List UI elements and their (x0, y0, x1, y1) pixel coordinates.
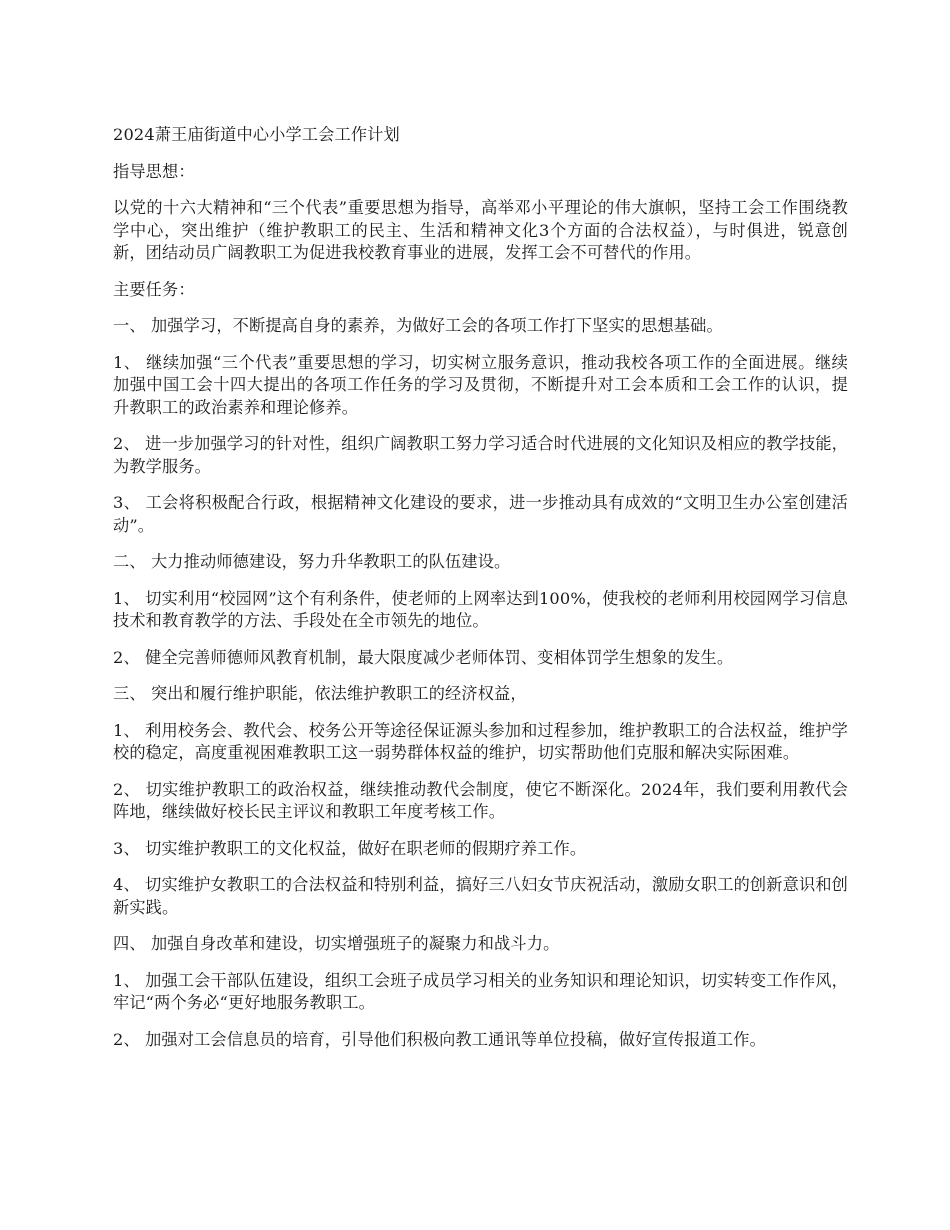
document-title: 2024萧王庙街道中心小学工会工作计划 (113, 125, 400, 144)
section-heading-2: 二、 大力推动师德建设，努力升华教职工的队伍建设。 (113, 552, 511, 571)
heading-guiding-ideology: 指导思想： (113, 161, 195, 181)
item-3-1: 1、 利用校务会、教代会、校务公开等途径保证源头参加和过程参加，维护教职工的合法权益，维护学校的稳定，高度重视困难教职工这一弱势群体权益的维护，切实帮助他们克服和解决实际困难。 (113, 720, 848, 762)
heading-main-tasks: 主要任务： (113, 279, 195, 299)
paragraph-guiding-ideology: 以党的十六大精神和“三个代表”重要思想为指导，高举邓小平理论的伟大旗帜，坚持工会工作围绕教学中心，突出维护（维护教职工的民主、生活和精神文化3个方面的合法权益），与时俱进，锐意创新，团结动员广阔教职工为促进我校教育事业的进展，发挥工会不可替代的作用。 (113, 198, 848, 262)
item-1-1: 1、 继续加强“三个代表”重要思想的学习，切实树立服务意识，推动我校各项工作的全面进展。继续加强中国工会十四大提出的各项工作任务的学习及贯彻，不断提升对工会本质和工会工作的认识，提升教职工的政治素养和理论修养。 (113, 352, 848, 417)
item-1-3: 3、 工会将积极配合行政，根据精神文化建设的要求，进一步推动具有成效的“文明卫生办公室创建活动”。 (113, 493, 848, 535)
item-3-3: 3、 切实维护教职工的文化权益，做好在职老师的假期疗养工作。 (113, 838, 587, 858)
item-4-2: 2、 加强对工会信息员的培育，引导他们积极向教工通讯等单位投稿，做好宣传报道工作。 (113, 1029, 766, 1049)
item-2-2: 2、 健全完善师德师风教育机制，最大限度减少老师体罚、变相体罚学生想象的发生。 (113, 647, 734, 667)
item-3-2: 2、 切实维护教职工的政治权益，继续推动教代会制度，使它不断深化。2024年，我们要利用教代会阵地，继续做好校长民主评议和教职工年度考核工作。 (113, 779, 848, 821)
section-heading-1: 一、 加强学习，不断提高自身的素养，为做好工会的各项工作打下坚实的思想基础。 (113, 316, 723, 335)
item-1-2: 2、 进一步加强学习的针对性，组织广阔教职工努力学习适合时代进展的文化知识及相应的教学技能，为教学服务。 (113, 434, 848, 476)
document-page (113, 124, 848, 1065)
section-heading-3: 三、 突出和履行维护职能，依法维护教职工的经济权益， (113, 684, 527, 703)
item-3-4: 4、 切实维护女教职工的合法权益和特别利益，搞好三八妇女节庆祝活动，激励女职工的创新意识和创新实践。 (113, 875, 848, 917)
item-2-1: 1、 切实利用“校园网”这个有利条件，使老师的上网率达到100%，使我校的老师利用校园网学习信息技术和教育教学的方法、手段处在全市领先的地位。 (113, 588, 848, 630)
section-heading-4: 四、 加强自身改革和建设，切实增强班子的凝聚力和战斗力。 (113, 934, 560, 953)
item-4-1: 1、 加强工会干部队伍建设，组织工会班子成员学习相关的业务知识和理论知识，切实转变工作作风，牢记“两个务必“更好地服务教职工。 (113, 970, 848, 1012)
